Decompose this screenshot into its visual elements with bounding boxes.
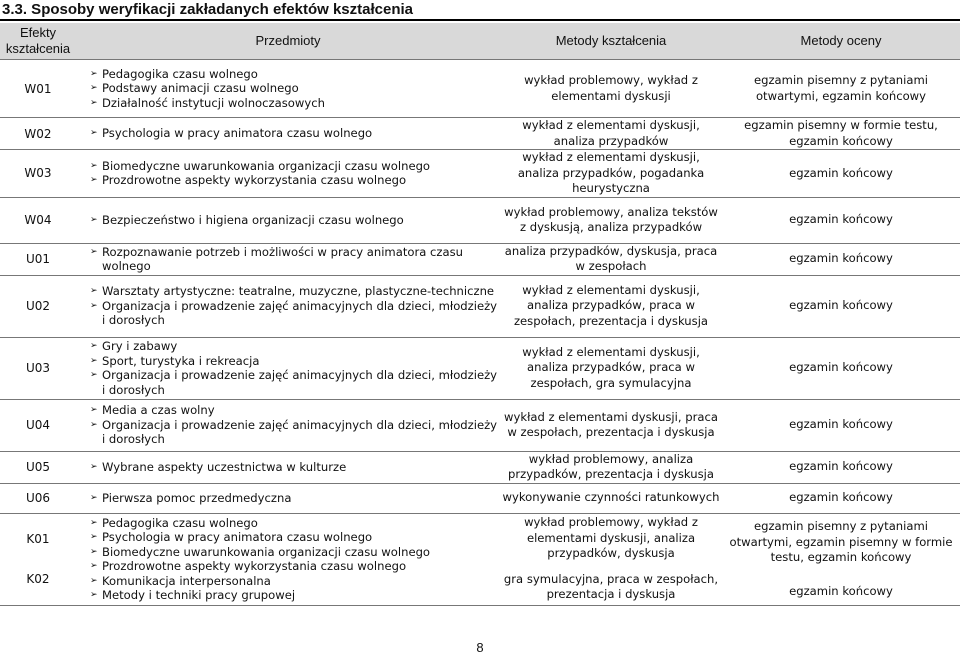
table-row bbox=[0, 275, 960, 337]
subjects-cell bbox=[76, 275, 500, 337]
assessment-cell: egzamin końcowy bbox=[722, 337, 960, 399]
list-item: ➢ Pierwsza pomoc przedmedyczna bbox=[90, 491, 500, 506]
section-heading bbox=[0, 0, 960, 22]
methods-cell: wykład z elementami dyskusji, analiza przypadków bbox=[500, 118, 722, 150]
col-header-metody-ksztalcenia: Metody kształcenia bbox=[500, 23, 722, 60]
list-item: ➢ Organizacja i prowadzenie zajęć animacyjnych dla dzieci, młodzieży i dorosłych bbox=[90, 299, 500, 328]
code-cell: U06 bbox=[0, 483, 76, 513]
methods-cell: wykład z elementami dyskusji, praca w zespołach, prezentacja i dyskusja bbox=[500, 399, 722, 451]
list-item: ➢ Biomedyczne uwarunkowania organizacji czasu wolnego bbox=[90, 159, 500, 174]
assessment-cell: egzamin końcowy bbox=[722, 483, 960, 513]
list-item: ➢ Podstawy animacji czasu wolnego bbox=[90, 81, 500, 96]
assessment-cell: egzamin końcowy bbox=[722, 451, 960, 483]
subjects-cell bbox=[76, 337, 500, 399]
subjects-cell bbox=[76, 197, 500, 243]
subjects-cell bbox=[76, 399, 500, 451]
subjects-cell bbox=[76, 513, 500, 605]
methods-cell: wykonywanie czynności ratunkowych bbox=[500, 483, 722, 513]
methods-k02: gra symulacyjna, praca w zespołach, prezentacja i dyskusja bbox=[503, 571, 719, 602]
subjects-cell bbox=[76, 60, 500, 118]
assessment-cell: egzamin pisemny w formie testu, egzamin końcowy bbox=[722, 118, 960, 150]
list-item: ➢ Warsztaty artystyczne: teatralne, muzyczne, plastyczne-techniczne bbox=[90, 284, 500, 299]
code-cell: U01 bbox=[0, 243, 76, 275]
col-header-efekty: Efekty kształcenia bbox=[0, 23, 76, 60]
methods-cell: wykład problemowy, analiza tekstów z dyskusją, analiza przypadków bbox=[500, 197, 722, 243]
code-cell: U05 bbox=[0, 451, 76, 483]
methods-cell: wykład z elementami dyskusji, analiza przypadków, pogadanka heurystyczna bbox=[500, 150, 722, 198]
methods-cell bbox=[500, 513, 722, 605]
code-cell: U02 bbox=[0, 275, 76, 337]
methods-k01: wykład problemowy, wykład z elementami dyskusji, analiza przypadków, dyskusja bbox=[524, 515, 698, 561]
assessment-cell: egzamin końcowy bbox=[722, 243, 960, 275]
verification-table bbox=[0, 23, 960, 606]
header-row bbox=[0, 23, 960, 60]
list-item: ➢ Bezpieczeństwo i higiena organizacji czasu wolnego bbox=[90, 213, 500, 228]
list-item: ➢ Organizacja i prowadzenie zajęć animacyjnych dla dzieci, młodzieży i dorosłych bbox=[90, 368, 500, 397]
methods-cell: analiza przypadków, dyskusja, praca w zespołach bbox=[500, 243, 722, 275]
code-k02: K02 bbox=[26, 572, 50, 586]
subjects-cell bbox=[76, 483, 500, 513]
list-item: ➢ Prozdrowotne aspekty wykorzystania czasu wolnego bbox=[90, 173, 500, 188]
assessment-cell bbox=[722, 513, 960, 605]
code-cell: U03 bbox=[0, 337, 76, 399]
subjects-cell bbox=[76, 243, 500, 275]
list-item: ➢ Komunikacja interpersonalna bbox=[90, 574, 500, 589]
list-item: ➢ Biomedyczne uwarunkowania organizacji czasu wolnego bbox=[90, 545, 500, 560]
list-item: ➢ Psychologia w pracy animatora czasu wolnego bbox=[90, 126, 500, 141]
assessment-cell: egzamin końcowy bbox=[722, 197, 960, 243]
code-cell: W04 bbox=[0, 197, 76, 243]
list-item: ➢ Pedagogika czasu wolnego bbox=[90, 516, 500, 531]
table-row bbox=[0, 197, 960, 243]
assessment-k02: egzamin końcowy bbox=[789, 583, 893, 598]
list-item: ➢ Prozdrowotne aspekty wykorzystania czasu wolnego bbox=[90, 559, 500, 574]
col-header-metody-oceny: Metody oceny bbox=[722, 23, 960, 60]
code-cell: W01 bbox=[0, 60, 76, 118]
assessment-cell: egzamin pisemny z pytaniami otwartymi, egzamin końcowy bbox=[722, 60, 960, 118]
list-item: ➢ Działalność instytucji wolnoczasowych bbox=[90, 96, 500, 111]
assessment-cell: egzamin końcowy bbox=[722, 150, 960, 198]
table-row bbox=[0, 60, 960, 118]
methods-cell: wykład z elementami dyskusji, analiza przypadków, praca w zespołach, gra symulacyjna bbox=[500, 337, 722, 399]
list-item: ➢ Wybrane aspekty uczestnictwa w kulturze bbox=[90, 460, 500, 475]
table-row bbox=[0, 150, 960, 198]
subjects-cell bbox=[76, 451, 500, 483]
table-row bbox=[0, 483, 960, 513]
table-row bbox=[0, 337, 960, 399]
list-item: ➢ Gry i zabawy bbox=[90, 339, 500, 354]
list-item: ➢ Metody i techniki pracy grupowej bbox=[90, 588, 500, 603]
methods-cell: wykład z elementami dyskusji, analiza przypadków, praca w zespołach, prezentacja i dyskusja bbox=[500, 275, 722, 337]
methods-cell: wykład problemowy, wykład z elementami dyskusji bbox=[500, 60, 722, 118]
assessment-cell: egzamin końcowy bbox=[722, 275, 960, 337]
assessment-k01: egzamin pisemny z pytaniami otwartymi, egzamin pisemny w formie testu, egzamin końcowy bbox=[729, 519, 953, 564]
code-cell: W02 bbox=[0, 118, 76, 150]
list-item: ➢ Organizacja i prowadzenie zajęć animacyjnych dla dzieci, młodzieży i dorosłych bbox=[90, 418, 500, 447]
section-heading-text: 3.3. Sposoby weryfikacji zakładanych efektów kształcenia bbox=[2, 1, 414, 18]
code-cell: U04 bbox=[0, 399, 76, 451]
table-row bbox=[0, 243, 960, 275]
code-cell bbox=[0, 513, 76, 605]
list-item: ➢ Pedagogika czasu wolnego bbox=[90, 67, 500, 82]
assessment-cell: egzamin końcowy bbox=[722, 399, 960, 451]
page-number: 8 bbox=[476, 640, 484, 655]
table-row bbox=[0, 513, 960, 605]
subjects-cell bbox=[76, 150, 500, 198]
subjects-cell bbox=[76, 118, 500, 150]
code-cell: W03 bbox=[0, 150, 76, 198]
code-k01: K01 bbox=[26, 532, 50, 546]
list-item: ➢ Sport, turystyka i rekreacja bbox=[90, 354, 500, 369]
heading-underline bbox=[0, 19, 960, 21]
col-header-przedmioty: Przedmioty bbox=[76, 23, 500, 60]
list-item: ➢ Rozpoznawanie potrzeb i możliwości w pracy animatora czasu wolnego bbox=[90, 245, 500, 274]
list-item: ➢ Media a czas wolny bbox=[90, 403, 500, 418]
table-row bbox=[0, 118, 960, 150]
table-row bbox=[0, 399, 960, 451]
methods-cell: wykład problemowy, analiza przypadków, prezentacja i dyskusja bbox=[500, 451, 722, 483]
list-item: ➢ Psychologia w pracy animatora czasu wolnego bbox=[90, 530, 500, 545]
table-row bbox=[0, 451, 960, 483]
